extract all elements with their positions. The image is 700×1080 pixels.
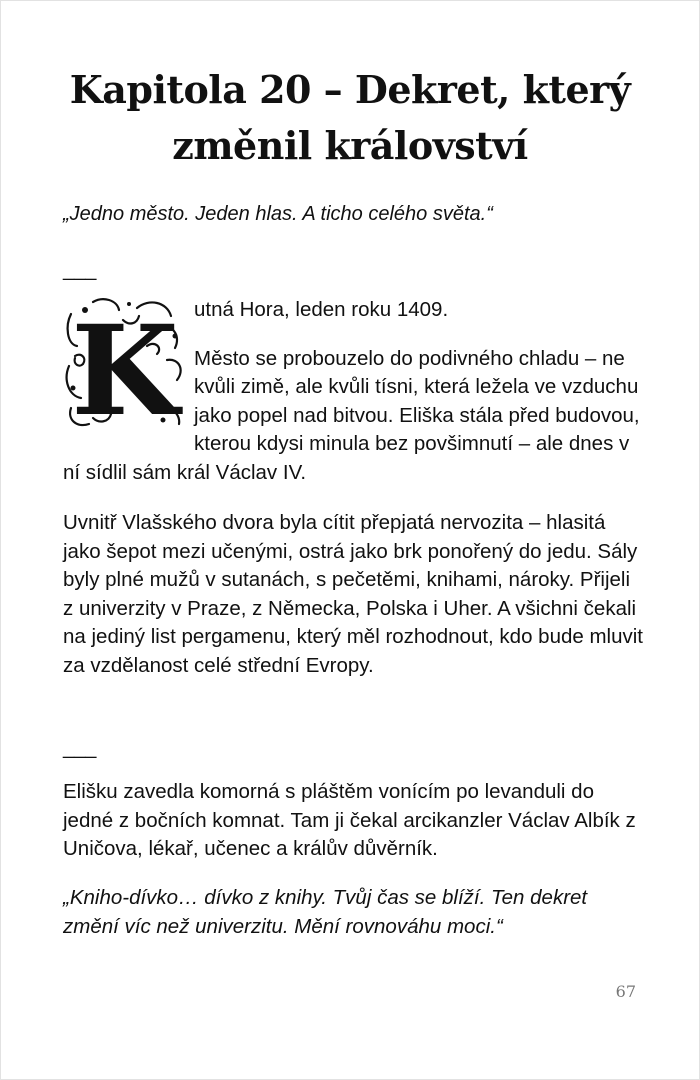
- opening-section: [63, 296, 643, 487]
- chapter-title: Kapitola 20 – Dekret, který změnil království: [69, 67, 631, 168]
- paragraph-4-block: [63, 778, 643, 864]
- dropcap-letter: K: [71, 299, 179, 432]
- section-separator: ___: [63, 259, 97, 281]
- epigraph: „Jedno město. Jeden hlas. A ticho celého světa.“: [63, 203, 493, 225]
- paragraph-3: Uvnitř Vlašského dvora byla cítit přepjatá nervozita – hlasitá jako šepot mezi učenými, ostrá jako brk ponořený do jedu. Sály byly plné mužů v sutanách, s pečetěmi, knihami, nároky. Přijeli z univerzity v Praze, z Německa, Polska i Uher. A všichni čekali na jediný list pergamenu, který měl rozhodnout, kdo bude mluvit za vzdělanost celé střední Evropy.: [63, 511, 644, 677]
- dropcap-ornament-icon: [63, 296, 187, 432]
- paragraph-3-block: [63, 509, 643, 680]
- paragraph-1: utná Hora, leden roku 1409.: [194, 298, 449, 321]
- paragraph-4: Elišku zavedla komorná s pláštěm vonícím po levanduli do jedné z bočních komnat. Tam ji čekal arcikanzler Václav Albík z Uničova, lékař, učenec a králův důvěrník.: [63, 780, 636, 860]
- ornamental-dropcap: [63, 296, 187, 432]
- section-separator-2: ___: [63, 737, 97, 759]
- paragraph-5: „Kniho-dívko… dívko z knihy. Tvůj čas se blíží. Ten dekret změní víc než univerzitu. Mění rovnováhu moci.“: [63, 886, 588, 938]
- paragraph-2: Město se probouzelo do podivného chladu – ne kvůli zimě, ale kvůli tísni, která ležela ve vzduchu jako popel nad bitvou. Eliška stála před budovou, kterou kdysi minula bez povšimnutí – ale dnes v ní sídlil sám král Václav IV.: [63, 346, 640, 484]
- paragraph-5-block: [63, 884, 643, 941]
- page-number: 67: [615, 982, 636, 1001]
